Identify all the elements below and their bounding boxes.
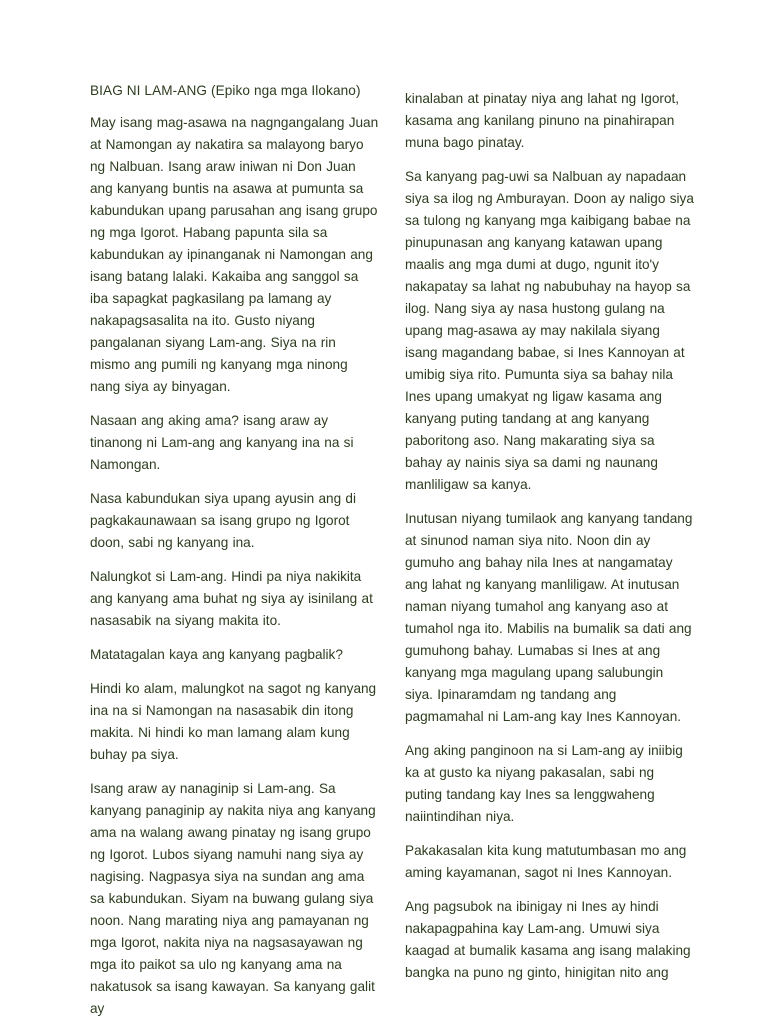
paragraph: Sa kanyang pag-uwi sa Nalbuan ay napadaan siya sa ilog ng Amburayan. Doon ay naligo siya sa tulong ng kanyang mga kaibigang babae na pinupunasan ang kanyang katawan upang maalis ang mga dumi at dugo, ngunit ito'y nakapatay sa lahat ng nabubuhay na hayop sa ilog. Nang siya ay nasa hustong gulang na upang mag-asawa ay may nakilala siyang isang magandang babae, si Ines Kannoyan at umibig siya rito. Pumunta siya sa bahay nila Ines upang umakyat ng ligaw kasama ang kanyang puting tandang at ang kanyang paboritong aso. Nang makarating siya sa bahay ay nainis siya sa dami ng naunang manliligaw sa kanya. [405,169,694,492]
paragraph: Ang pagsubok na ibinigay ni Ines ay hindi nakapagpahina kay Lam-ang. Umuwi siya kaagad at bumalik kasama ang isang malaking bangka na puno ng ginto, hinigitan nito ang [405,899,691,980]
paragraph: Matatagalan kaya ang kanyang pagbalik? [90,647,343,662]
paragraph: Isang araw ay nanaginip si Lam-ang. Sa kanyang panaginip ay nakita niya ang kanyang ama na walang awang pinatay ng isang grupo ng Igorot. Lubos siyang namuhi nang siya ay nagising. Nagpasya siya na sundan ang ama sa kabundukan. Siyam na buwang gulang siya noon. Nang marating niya ang pamayanan ng mga Igorot, nakita niya na nagsasayawan ng mga ito paikot sa ulo ng kanyang ama na nakatusok sa isang kawayan. Sa kanyang galit ay [90,781,376,1016]
left-column [90,80,380,1032]
paragraph: May isang mag-asawa na nagngangalang Juan at Namongan ay nakatira sa malayong baryo ng Nalbuan. Isang araw iniwan ni Don Juan ang kanyang buntis na asawa at pumunta sa kabundukan upang parusahan ang isang grupo ng mga Igorot. Habang papunta sila sa kabundukan ay ipinanganak ni Namongan ang isang batang lalaki. Kakaiba ang sanggol sa iba sapagkat pagkasilang pa lamang ay nakapagsasalita na ito. Gusto niyang pangalanan siyang Lam-ang. Siya na rin mismo ang pumili ng kanyang mga ninong nang siya ay binyagan. [90,115,379,394]
paragraph: kinalaban at pinatay niya ang lahat ng Igorot, kasama ang kanilang pinuno na pinahirapan muna bago pinatay. [405,91,680,150]
paragraph: Pakakasalan kita kung matutumbasan mo ang aming kayamanan, sagot ni Ines Kannoyan. [405,843,687,880]
right-column [405,88,695,996]
paragraph: Nasa kabundukan siya upang ayusin ang di pagkakaunawaan sa isang grupo ng Igorot doon, sabi ng kanyang ina. [90,491,357,550]
document-title: BIAG NI LAM-ANG (Epiko nga mga Ilokano) [90,83,361,98]
paragraph: Inutusan niyang tumilaok ang kanyang tandang at sinunod naman siya nito. Noon din ay gumuho ang bahay nila Ines at nangamatay ang lahat ng kanyang manliligaw. At inutusan naman niyang tumahol ang kanyang aso at tumahol nga ito. Mabilis na bumalik sa dati ang gumuhong bahay. Lumabas si Ines at ang kanyang mga magulang upang salubungin siya. Ipinaramdam ng tandang ang pagmamahal ni Lam-ang kay Ines Kannoyan. [405,511,693,724]
paragraph: Ang aking panginoon na si Lam-ang ay iniibig ka at gusto ka niyang pakasalan, sabi ng puting tandang kay Ines sa lenggwaheng naiintindihan niya. [405,743,683,824]
paragraph: Nalungkot si Lam-ang. Hindi pa niya nakikita ang kanyang ama buhat ng siya ay isinilang at nasasabik na siyang makita ito. [90,569,373,628]
paragraph: Nasaan ang aking ama? isang araw ay tinanong ni Lam-ang ang kanyang ina na si Namongan. [90,413,354,472]
paragraph: Hindi ko alam, malungkot na sagot ng kanyang ina na si Namongan na nasasabik din itong makita. Ni hindi ko man lamang alam kung buhay pa siya. [90,681,377,762]
